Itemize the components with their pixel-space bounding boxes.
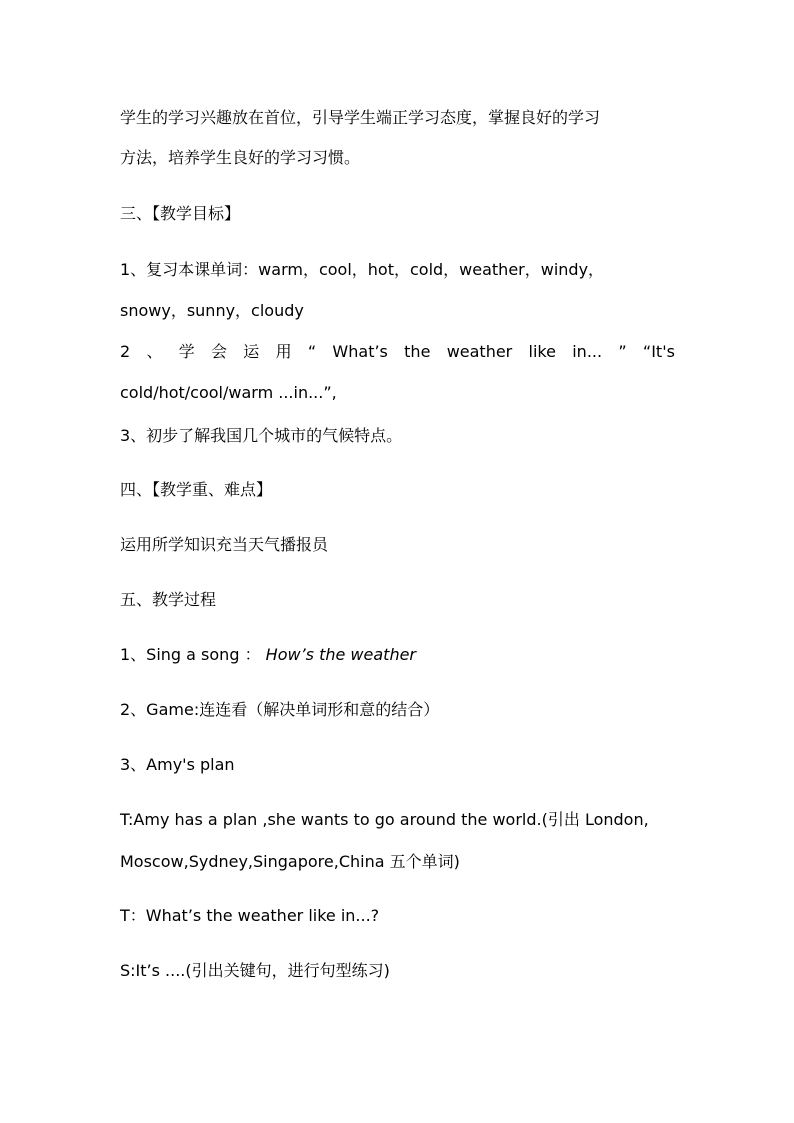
word: the bbox=[404, 342, 431, 361]
step-prefix: 1、Sing a song ： bbox=[120, 645, 261, 664]
teacher-line: T:Amy has a plan ,she wants to go around the world.(引出 London, bbox=[120, 810, 649, 829]
word: ” bbox=[618, 342, 627, 361]
key-point: 运用所学知识充当天气播报员 bbox=[120, 535, 329, 554]
student-answer: S:It’s ....(引出关键句，进行句型练习) bbox=[120, 961, 390, 980]
word: in... bbox=[572, 342, 603, 361]
word: like bbox=[528, 342, 556, 361]
paragraph-line: 方法，培养学生良好的学习习惯。 bbox=[120, 148, 361, 167]
goal-item-continuation: snowy，sunny，cloudy bbox=[120, 301, 304, 320]
word: 、 bbox=[146, 342, 163, 361]
teacher-question: T：What’s the weather like in...? bbox=[120, 906, 380, 925]
word: “It's bbox=[642, 342, 675, 361]
goal-item-justified bbox=[120, 342, 675, 362]
word: weather bbox=[446, 342, 513, 361]
word: 会 bbox=[211, 342, 228, 361]
word: 2 bbox=[120, 342, 131, 361]
section-heading: 四、【教学重、难点】 bbox=[120, 480, 273, 499]
goal-item: 1、复习本课单词：warm，cool，hot，cold，weather，windy， bbox=[120, 260, 605, 279]
word: 运 bbox=[243, 342, 260, 361]
word: 学 bbox=[178, 342, 195, 361]
process-step: 3、Amy's plan bbox=[120, 755, 235, 774]
word: What’s bbox=[332, 342, 388, 361]
goal-item: 3、初步了解我国几个城市的气候特点。 bbox=[120, 426, 403, 445]
process-step bbox=[120, 645, 416, 665]
paragraph-line: 学生的学习兴趣放在首位，引导学生端正学习态度，掌握良好的学习 bbox=[120, 108, 601, 127]
word: 用 bbox=[275, 342, 292, 361]
process-step: 2、Game:连连看（解决单词形和意的结合） bbox=[120, 700, 440, 719]
song-title: How’s the weather bbox=[265, 645, 416, 664]
goal-item-continuation: cold/hot/cool/warm ...in...”, bbox=[120, 383, 337, 402]
word: “ bbox=[307, 342, 317, 361]
section-heading: 五、教学过程 bbox=[120, 590, 217, 609]
section-heading: 三、【教学目标】 bbox=[120, 204, 241, 223]
teacher-line-continuation: Moscow,Sydney,Singapore,China 五个单词) bbox=[120, 852, 460, 871]
